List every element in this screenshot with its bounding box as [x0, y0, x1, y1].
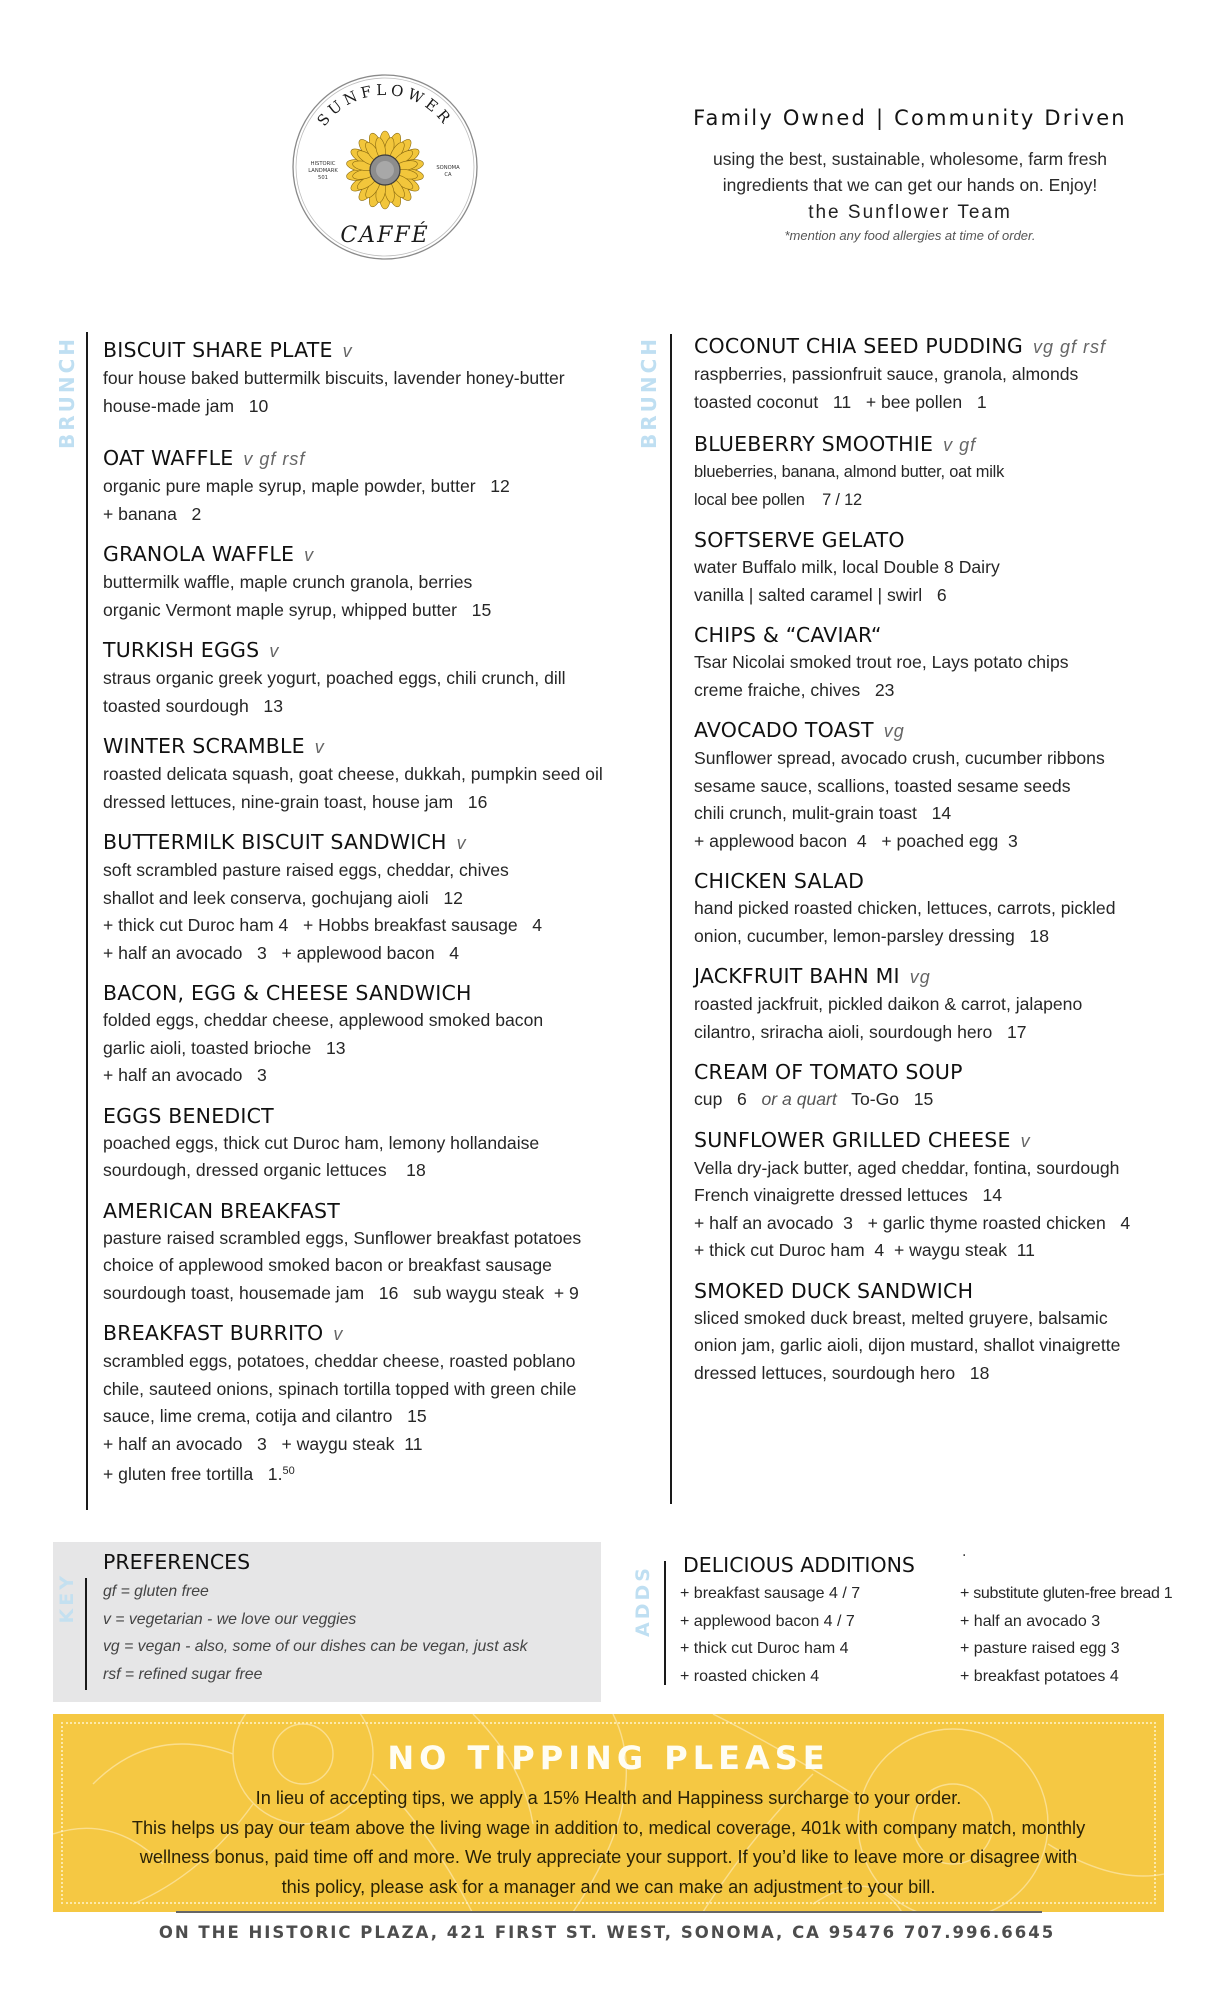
- menu-item: [103, 732, 623, 816]
- menu-item-description: sesame sauce, scallions, toasted sesame seeds: [694, 775, 1071, 796]
- logo-seal: [290, 72, 480, 262]
- no-tipping-banner: [53, 1714, 1164, 1912]
- intro-text: [640, 146, 1180, 198]
- menu-item: [694, 332, 1204, 416]
- additions-divider: [664, 1561, 666, 1685]
- menu-item-description: + banana 2: [103, 503, 202, 524]
- no-tipping-line: this policy, please ask for a manager and we can make an adjustment to your bill.: [281, 1876, 936, 1897]
- menu-item-description: cilantro, sriracha aioli, sourdough hero 17: [694, 1021, 1027, 1042]
- adds-side-label: ADDS: [632, 1565, 654, 1637]
- left-menu-column: [103, 336, 623, 1501]
- preferences-title: PREFERENCES: [103, 1550, 251, 1574]
- menu-item-description: roasted jackfruit, pickled daikon & carrot, jalapeno: [694, 994, 1083, 1014]
- brunch-side-label-left: BRUNCH: [55, 336, 79, 450]
- menu-item-name: [694, 526, 1204, 554]
- menu-item-title: CHIPS & “CAVIAR“: [694, 623, 882, 647]
- menu-item: [103, 336, 623, 420]
- menu-item-description: chile, sauteed onions, spinach tortilla topped with green chile: [103, 1378, 577, 1399]
- menu-item-name: [103, 336, 623, 365]
- svg-text:HISTORIC: HISTORIC: [310, 161, 336, 167]
- preferences-list: [103, 1578, 528, 1688]
- menu-item-description: French vinaigrette dressed lettuces 14: [694, 1185, 1003, 1205]
- menu-item-name: [103, 828, 623, 857]
- menu-item-title: SOFTSERVE GELATO: [694, 528, 905, 552]
- sunflower-caffe-logo: [290, 72, 480, 262]
- menu-item-description: onion, cucumber, lemon-parsley dressing 18: [694, 925, 1049, 946]
- menu-item: [694, 867, 1204, 950]
- right-column-divider: [670, 334, 672, 1504]
- menu-item-name: [103, 979, 623, 1007]
- logo-bottom-text: CAFFÉ: [340, 223, 430, 248]
- preference-item: gf = gluten free: [103, 1583, 209, 1600]
- menu-item-title: BISCUIT SHARE PLATE: [103, 338, 333, 362]
- dietary-tags: vg: [883, 721, 905, 741]
- menu-item-description: sliced smoked duck breast, melted gruyere, balsamic: [694, 1307, 1108, 1328]
- menu-item: [694, 621, 1204, 704]
- menu-item-description: creme fraiche, chives 23: [694, 679, 895, 700]
- menu-item-name: [694, 430, 1204, 459]
- menu-item-description: soft scrambled pasture raised eggs, cheddar, chives: [103, 860, 509, 880]
- dietary-tags: v gf rsf: [243, 449, 306, 469]
- intro-line: ingredients that we can get our hands on. Enjoy!: [722, 175, 1098, 195]
- menu-item: [694, 716, 1204, 855]
- allergy-note: *mention any food allergies at time of order.: [784, 228, 1036, 243]
- menu-item: [694, 962, 1204, 1046]
- menu-item: [103, 828, 623, 967]
- menu-item-name: [694, 1277, 1204, 1305]
- addition-item: + breakfast potatoes 4: [960, 1667, 1119, 1685]
- menu-item-name: [103, 1319, 623, 1348]
- no-tipping-line: In lieu of accepting tips, we apply a 15% Health and Happiness surcharge to your order.: [255, 1788, 962, 1808]
- menu-item: [103, 1197, 623, 1308]
- additions-list-left: [680, 1580, 860, 1690]
- menu-item-description: shallot and leek conserva, gochujang aioli 12: [103, 887, 463, 908]
- menu-item-title: OAT WAFFLE: [103, 446, 234, 470]
- soup-option-or: or a quart: [761, 1089, 837, 1109]
- menu-item-title: BREAKFAST BURRITO: [103, 1321, 324, 1345]
- preference-item: vg = vegan - also, some of our dishes can be vegan, just ask: [103, 1638, 528, 1655]
- key-side-label: KEY: [56, 1573, 78, 1624]
- svg-text:CA: CA: [444, 172, 452, 178]
- menu-item-name: [694, 716, 1204, 745]
- menu-item-title: CREAM OF TOMATO SOUP: [694, 1060, 963, 1084]
- menu-item-name: [103, 540, 623, 569]
- menu-item-description: folded eggs, cheddar cheese, applewood smoked bacon: [103, 1010, 544, 1030]
- menu-item-title: CHICKEN SALAD: [694, 869, 865, 893]
- svg-text:SONOMA: SONOMA: [436, 165, 460, 171]
- svg-text:LANDMARK: LANDMARK: [308, 168, 338, 174]
- menu-item-description: blueberries, banana, almond butter, oat milk: [694, 463, 1005, 481]
- menu-item: [694, 1058, 1204, 1114]
- addon-text: + gluten free tortilla 1.: [103, 1464, 283, 1484]
- menu-item-description: water Buffalo milk, local Double 8 Dairy: [694, 557, 1000, 577]
- menu-item-description: local bee pollen 7 / 12: [694, 490, 862, 509]
- menu-item: [103, 1102, 623, 1185]
- menu-item-description: + half an avocado 3 + waygu steak 11: [103, 1433, 423, 1454]
- menu-item-description: raspberries, passionfruit sauce, granola, almonds: [694, 364, 1079, 384]
- menu-item-title: SUNFLOWER GRILLED CHEESE: [694, 1127, 1011, 1152]
- tagline: Family Owned | Community Driven: [693, 106, 1127, 130]
- menu-item-name: [694, 1058, 1204, 1086]
- menu-item-title: EGGS BENEDICT: [103, 1103, 274, 1128]
- menu-item-title: BACON, EGG & CHEESE SANDWICH: [103, 981, 472, 1005]
- no-tipping-title: NO TIPPING PLEASE: [387, 1739, 830, 1777]
- menu-item-description: organic Vermont maple syrup, whipped butter 15: [103, 599, 492, 620]
- dietary-tags: v: [342, 341, 353, 361]
- menu-item-description: [694, 1086, 1204, 1114]
- left-column-divider: [86, 332, 88, 1510]
- menu-item-description: onion jam, garlic aioli, dijon mustard, shallot vinaigrette: [694, 1335, 1121, 1355]
- addition-item: + applewood bacon 4 / 7: [680, 1612, 855, 1630]
- preference-item: v = vegetarian - we love our veggies: [103, 1610, 357, 1628]
- menu-item-description: buttermilk waffle, maple crunch granola, berries: [103, 572, 473, 592]
- menu-item-description: choice of applewood smoked bacon or breakfast sausage: [103, 1255, 552, 1275]
- menu-item-name: [103, 732, 623, 761]
- menu-item-description: [103, 1458, 623, 1489]
- menu-item: [694, 526, 1204, 609]
- menu-item-description: dressed lettuces, nine-grain toast, house jam 16: [103, 791, 488, 812]
- menu-item: [103, 444, 623, 528]
- menu-item-description: chili crunch, mulit-grain toast 14: [694, 803, 952, 823]
- addition-item: + half an avocado 3: [960, 1612, 1101, 1630]
- menu-item-description: straus organic greek yogurt, poached eggs, chili crunch, dill: [103, 668, 566, 688]
- additions-title: DELICIOUS ADDITIONS: [683, 1553, 915, 1577]
- menu-item-name: [103, 1102, 623, 1130]
- dietary-tags: v: [304, 545, 315, 565]
- addition-item: + breakfast sausage 4 / 7: [680, 1585, 861, 1602]
- menu-item: [103, 979, 623, 1090]
- menu-item-description: four house baked buttermilk biscuits, lavender honey-butter: [103, 368, 565, 388]
- menu-item-description: Vella dry-jack butter, aged cheddar, fontina, sourdough: [694, 1157, 1120, 1178]
- menu-item-description: sourdough toast, housemade jam 16 sub waygu steak + 9: [103, 1282, 579, 1303]
- menu-item-title: JACKFRUIT BAHN MI: [694, 964, 900, 988]
- menu-item-description: pasture raised scrambled eggs, Sunflower breakfast potatoes: [103, 1227, 582, 1248]
- soup-option-cup: cup 6: [694, 1089, 747, 1109]
- menu-item-title: AMERICAN BREAKFAST: [103, 1198, 340, 1223]
- dietary-tags: v: [333, 1324, 344, 1344]
- menu-item-description: dressed lettuces, sourdough hero 18: [694, 1362, 990, 1383]
- menu-item-description: roasted delicata squash, goat cheese, dukkah, pumpkin seed oil: [103, 764, 603, 784]
- menu-item-description: sauce, lime crema, cotija and cilantro 15: [103, 1406, 427, 1426]
- dietary-tags: v: [456, 833, 467, 853]
- addition-item: + roasted chicken 4: [680, 1667, 820, 1685]
- no-tipping-line: This helps us pay our team above the living wage in addition to, medical coverage, 401k with company match, monthly: [131, 1817, 1086, 1838]
- footer-rule: [176, 1911, 1042, 1913]
- menu-item-description: poached eggs, thick cut Duroc ham, lemony hollandaise: [103, 1132, 540, 1153]
- dietary-tags: v gf: [943, 435, 977, 455]
- menu-item-name: [103, 636, 623, 665]
- dietary-tags: vg: [909, 967, 931, 987]
- team-signature: the Sunflower Team: [808, 202, 1012, 223]
- brunch-side-label-right: BRUNCH: [637, 336, 661, 450]
- menu-item: [103, 636, 623, 720]
- intro-line: using the best, sustainable, wholesome, farm fresh: [713, 149, 1107, 169]
- addition-item: + thick cut Duroc ham 4: [680, 1640, 849, 1658]
- menu-item-name: [694, 332, 1204, 361]
- menu-item-description: + half an avocado 3 + applewood bacon 4: [103, 942, 460, 963]
- svg-text:501: 501: [318, 175, 328, 181]
- right-menu-column: [694, 332, 1204, 1399]
- menu-item-name: [694, 1126, 1204, 1155]
- menu-item-description: scrambled eggs, potatoes, cheddar cheese, roasted poblano: [103, 1351, 576, 1371]
- menu-item-title: BLUEBERRY SMOOTHIE: [694, 432, 934, 456]
- addition-item: + substitute gluten-free bread 1: [960, 1585, 1173, 1602]
- menu-item-description: vanilla | salted caramel | swirl 6: [694, 584, 947, 605]
- menu-item-title: GRANOLA WAFFLE: [103, 542, 295, 566]
- menu-item-name: [694, 621, 1204, 649]
- dietary-tags: vg gf rsf: [1033, 337, 1107, 357]
- preference-item: rsf = refined sugar free: [103, 1665, 263, 1683]
- menu-item-description: house-made jam 10: [103, 395, 269, 416]
- menu-item-title: SMOKED DUCK SANDWICH: [694, 1278, 974, 1303]
- no-tipping-text: [53, 1784, 1164, 1902]
- menu-item-description: organic pure maple syrup, maple powder, butter 12: [103, 476, 510, 496]
- menu-item: [694, 1126, 1204, 1265]
- menu-item-title: AVOCADO TOAST: [694, 718, 874, 742]
- menu-item-description: toasted coconut 11 + bee pollen 1: [694, 391, 987, 412]
- menu-item-title: WINTER SCRAMBLE: [103, 734, 305, 758]
- preferences-divider: [85, 1578, 87, 1690]
- addition-item: + pasture raised egg 3: [960, 1640, 1120, 1658]
- menu-item-name: [103, 444, 623, 473]
- logo-top-text: SUNFLOWER: [313, 80, 457, 130]
- menu-item-description: + applewood bacon 4 + poached egg 3: [694, 830, 1018, 851]
- menu-item-description: sourdough, dressed organic lettuces 18: [103, 1160, 426, 1180]
- price-cents: 50: [282, 1465, 295, 1477]
- menu-item-description: Tsar Nicolai smoked trout roe, Lays potato chips: [694, 652, 1069, 672]
- menu-item: [694, 430, 1204, 514]
- additions-dot: ·: [962, 1548, 967, 1564]
- menu-item: [103, 540, 623, 624]
- menu-item-name: [694, 867, 1204, 895]
- menu-item-description: Sunflower spread, avocado crush, cucumber ribbons: [694, 748, 1105, 768]
- menu-item: [694, 1277, 1204, 1388]
- menu-item-title: BUTTERMILK BISCUIT SANDWICH: [103, 830, 447, 854]
- menu-item: [103, 1319, 623, 1489]
- footer-address: ON THE HISTORIC PLAZA, 421 FIRST ST. WEST, SONOMA, CA 95476 707.996.6645: [158, 1923, 1056, 1942]
- additions-list-right: [960, 1580, 1172, 1690]
- dietary-tags: v: [1020, 1130, 1031, 1151]
- dietary-tags: v: [314, 737, 325, 757]
- menu-item-description: + half an avocado 3 + garlic thyme roasted chicken 4: [694, 1212, 1131, 1233]
- dietary-tags: v: [269, 641, 280, 661]
- menu-item-title: COCONUT CHIA SEED PUDDING: [694, 334, 1024, 358]
- menu-item-description: toasted sourdough 13: [103, 695, 283, 716]
- no-tipping-line: wellness bonus, paid time off and more. We truly appreciate your support. If you’d like to leave more or disagree with: [139, 1847, 1078, 1867]
- menu-item-name: [103, 1197, 623, 1225]
- menu-item-description: + half an avocado 3: [103, 1065, 267, 1085]
- soup-option-togo: To-Go 15: [851, 1089, 934, 1109]
- menu-item-description: garlic aioli, toasted brioche 13: [103, 1037, 346, 1058]
- menu-item-title: TURKISH EGGS: [103, 638, 260, 662]
- menu-item-description: + thick cut Duroc ham 4 + Hobbs breakfast sausage 4: [103, 915, 543, 935]
- menu-item-description: + thick cut Duroc ham 4 + waygu steak 11: [694, 1240, 1035, 1260]
- menu-item-name: [694, 962, 1204, 991]
- menu-item-description: hand picked roasted chicken, lettuces, carrots, pickled: [694, 898, 1116, 918]
